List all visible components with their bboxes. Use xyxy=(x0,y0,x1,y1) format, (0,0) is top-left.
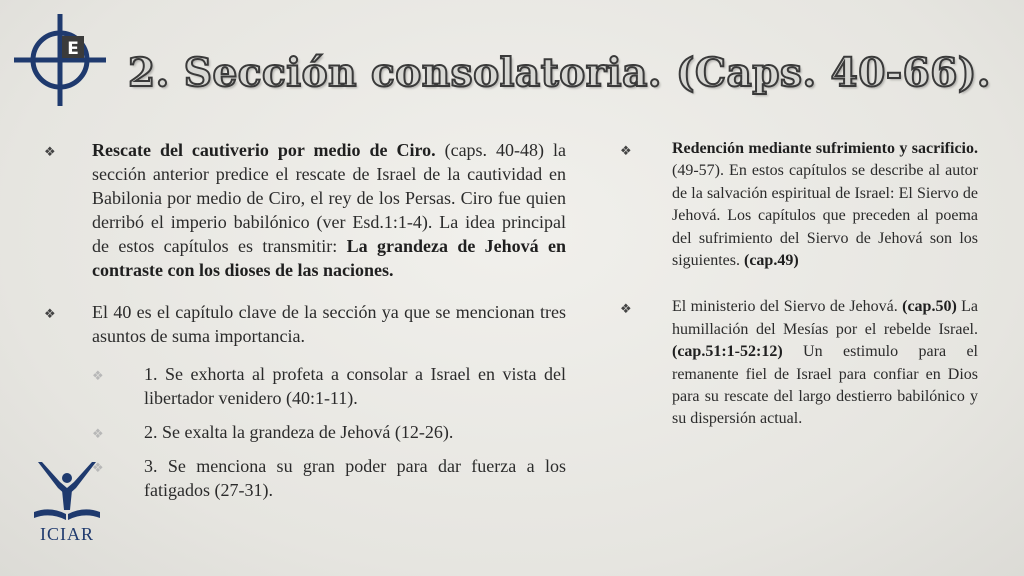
bullet-ministerio-ref-1: (cap.50) xyxy=(902,298,957,316)
bullet-rescate-emphasis: La grandeza de Jehová en contraste con los dioses de las naciones. xyxy=(92,236,566,280)
iciar-logo xyxy=(28,458,106,548)
diamond-bullet-icon: ❖ xyxy=(44,307,56,322)
slide-title: 2. Sección consolatoria. (Caps. 40-66). xyxy=(128,50,991,96)
bullet-rescate xyxy=(44,138,566,282)
bullet-rescate-text: (caps. 40-48) la sección anterior predice el rescate de Israel de la cautividad en Babilonia por medio de Ciro, el rey de los Persas. Ciro fue quien derribó el imperio babilónico (ver Esd.1:1-4). La idea principal de estos capítulos es transmitir: xyxy=(92,140,566,256)
bullet-redencion-ref: (cap.49) xyxy=(744,252,799,270)
diamond-bullet-icon: ❖ xyxy=(44,145,56,160)
sub-bullet-2-text: 2. Se exalta la grandeza de Jehová (12-26). xyxy=(144,422,454,442)
diamond-bullet-icon: ❖ xyxy=(92,369,104,384)
bullet-ministerio-ref-2: (cap.51:1-52:12) xyxy=(672,343,783,361)
iciar-logo-text: ICIAR xyxy=(40,524,94,544)
diamond-bullet-icon: ❖ xyxy=(620,302,632,318)
bullet-ministerio xyxy=(620,296,978,430)
figure-book-icon xyxy=(28,458,106,524)
sub-bullet-1 xyxy=(44,362,566,410)
bullet-ministerio-text-1: El ministerio del Siervo de Jehová. xyxy=(672,298,903,316)
bullet-capitulo-40-text: El 40 es el capítulo clave de la sección ya que se mencionan tres asuntos de suma importancia. xyxy=(92,302,566,346)
diamond-bullet-icon: ❖ xyxy=(92,427,104,442)
right-column xyxy=(620,138,978,431)
bullet-ministerio-text-3: Un estimulo para el remanente fiel de Israel para confiar en Dios para su rescate del largo destierro babilónico y su dispersión actual. xyxy=(672,343,978,428)
logo-letter: E xyxy=(67,39,79,59)
bullet-rescate-heading: Rescate del cautiverio por medio de Ciro. xyxy=(92,140,436,160)
crosshair-logo-icon xyxy=(14,14,106,106)
sub-bullet-3 xyxy=(44,454,566,502)
sub-bullet-1-text: 1. Se exhorta al profeta a consolar a Israel en vista del libertador venidero (40:1-11). xyxy=(144,364,566,408)
diamond-bullet-icon: ❖ xyxy=(620,144,632,159)
sub-bullet-3-text: 3. Se menciona su gran poder para dar fuerza a los fatigados (27-31). xyxy=(144,456,566,500)
bullet-ministerio-text-2: La humillación del Mesías por el rebelde Israel. xyxy=(672,298,978,338)
bullet-capitulo-40 xyxy=(44,300,566,348)
bullet-redencion-heading: Redención mediante sufrimiento y sacrificio. xyxy=(672,140,978,157)
sub-bullet-2 xyxy=(44,420,566,444)
bullet-redencion xyxy=(620,138,978,272)
bullet-redencion-text: (49-57). En estos capítulos se describe al autor de la salvación espiritual de Israel: El Siervo de Jehová. Los capítulos que preceden al poema del sufrimiento del Siervo de Jehová son los siguientes. xyxy=(672,162,978,270)
diamond-bullet-icon: ❖ xyxy=(92,461,104,476)
left-column xyxy=(44,138,566,512)
